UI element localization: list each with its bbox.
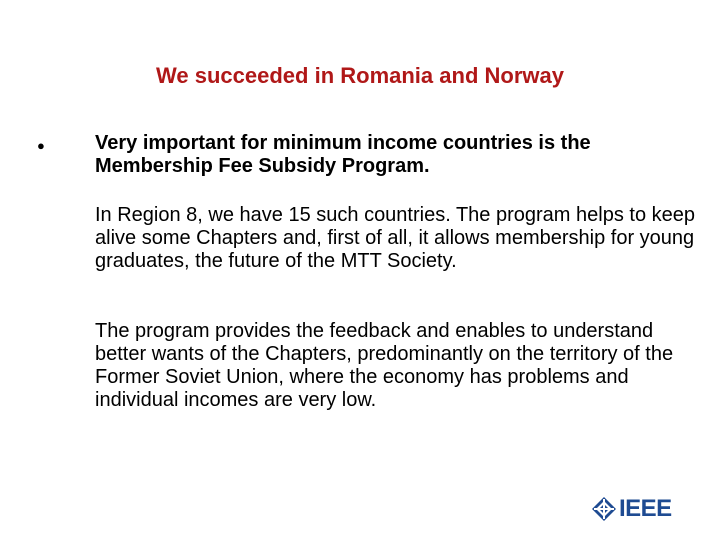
paragraph-feedback: The program provides the feedback and enables to understand better wants of the Chapters, predominantly on the territory of the Former Soviet Union, where the economy has problems and individual incomes are very low.	[95, 320, 674, 411]
paragraph-region-8: In Region 8, we have 15 such countries. The program helps to keep alive some Chapters and, first of all, it allows membership for young graduates, the future of the MTT Society.	[95, 204, 695, 272]
slide-title: We succeeded in Romania and Norway	[156, 63, 564, 88]
paragraph-subsidy-program: Very important for minimum income countries is the Membership Fee Subsidy Program.	[95, 132, 591, 177]
bullet-icon: ●	[37, 138, 45, 153]
ieee-diamond-icon	[592, 497, 616, 521]
ieee-logo	[592, 494, 672, 524]
ieee-logo-text: IEEE	[619, 495, 672, 522]
